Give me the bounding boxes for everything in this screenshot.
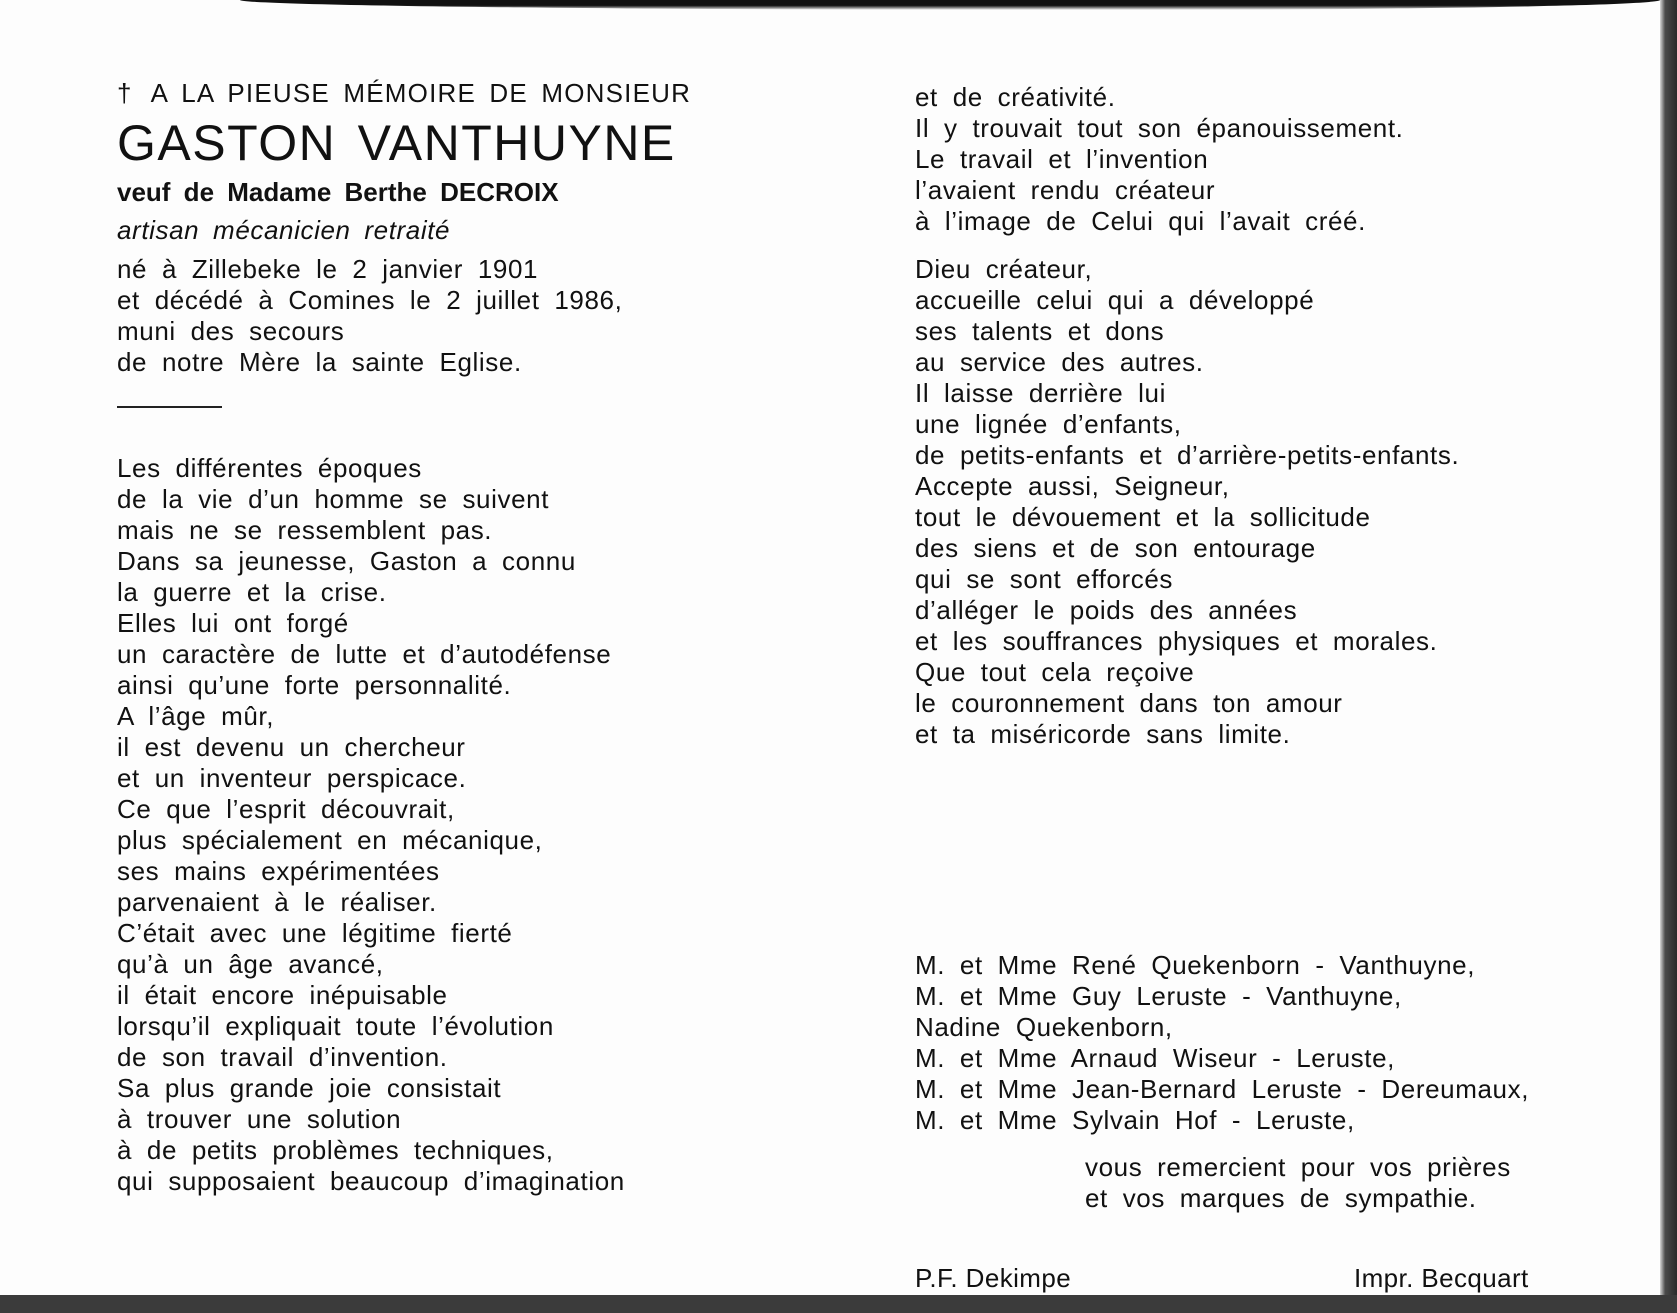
divider [117, 406, 222, 408]
bio-line: et décédé à Comines le 2 juillet 1986, [117, 285, 623, 315]
tribute-line: Sa plus grande joie consistait [117, 1073, 502, 1103]
tribute-line: ses mains expérimentées [117, 856, 440, 886]
prayer-line: au service des autres. [915, 347, 1204, 377]
prayer-line: accueille celui qui a développé [915, 285, 1315, 315]
tribute-line: à de petits problèmes techniques, [117, 1135, 554, 1165]
tribute-line: Ce que l’esprit découvrait, [117, 794, 455, 824]
tribute-line: mais ne se ressemblent pas. [117, 515, 493, 545]
tribute-line: Il y trouvait tout son épanouissement. [915, 113, 1404, 143]
header-text: A LA PIEUSE MÉMOIRE DE MONSIEUR [150, 78, 692, 108]
scan-shadow [240, 0, 1660, 10]
thanks-block [1085, 1152, 1511, 1214]
tribute-line: Les différentes époques [117, 453, 422, 483]
tribute-line: la guerre et la crise. [117, 577, 387, 607]
family-member-line: M. et Mme René Quekenborn - Vanthuyne, [915, 950, 1476, 980]
family-member-line: M. et Mme Guy Leruste - Vanthuyne, [915, 981, 1402, 1011]
tribute-line: de son travail d’invention. [117, 1042, 448, 1072]
prayer-line: et les souffrances physiques et morales. [915, 626, 1438, 656]
bio-line: de notre Mère la sainte Eglise. [117, 347, 522, 377]
family-block [915, 950, 1529, 1136]
widower-line: veuf de Madame Berthe DECROIX [117, 177, 559, 207]
tribute-line: et un inventeur perspicace. [117, 763, 467, 793]
tribute-line: qu’à un âge avancé, [117, 949, 384, 979]
prayer-line: ses talents et dons [915, 316, 1165, 346]
prayer-line: une lignée d’enfants, [915, 409, 1182, 439]
occupation: artisan mécanicien retraité [117, 215, 451, 245]
bio-line: né à Zillebeke le 2 janvier 1901 [117, 254, 539, 284]
tribute-line: de la vie d’un homme se suivent [117, 484, 550, 514]
scan-edge-right [1660, 0, 1677, 1313]
tribute-line: il est devenu un chercheur [117, 732, 466, 762]
prayer-line: des siens et de son entourage [915, 533, 1316, 563]
tribute-line: qui supposaient beaucoup d’imagination [117, 1166, 625, 1196]
left-column [117, 78, 817, 1197]
prayer-line: Dieu créateur, [915, 254, 1093, 284]
prayer-line: Il laisse derrière lui [915, 378, 1166, 408]
family-member-line: M. et Mme Jean-Bernard Leruste - Dereumaux, [915, 1074, 1530, 1104]
printer-credit: Impr. Becquart [1354, 1263, 1529, 1293]
prayer-line: le couronnement dans ton amour [915, 688, 1343, 718]
memorial-header [117, 78, 817, 108]
funeral-home: P.F. Dekimpe [915, 1263, 1072, 1293]
thanks-line: vous remercient pour vos prières [1085, 1152, 1511, 1182]
tribute-line: un caractère de lutte et d’autodéfense [117, 639, 612, 669]
tribute-line: Elles lui ont forgé [117, 608, 349, 638]
prayer-line: Que tout cela reçoive [915, 657, 1195, 687]
thanks-line: et vos marques de sympathie. [1085, 1183, 1477, 1213]
tribute-line: ainsi qu’une forte personnalité. [117, 670, 512, 700]
bio-block [117, 254, 817, 378]
tribute-line: plus spécialement en mécanique, [117, 825, 543, 855]
prayer-line: de petits-enfants et d’arrière-petits-enfants. [915, 440, 1460, 470]
bio-line: muni des secours [117, 316, 345, 346]
tribute-line: Dans sa jeunesse, Gaston a connu [117, 546, 576, 576]
tribute-block [117, 453, 817, 1197]
tribute-line: à trouver une solution [117, 1104, 402, 1134]
tribute-line: et de créativité. [915, 82, 1116, 112]
tribute-continued-block [915, 82, 1635, 237]
prayer-block [915, 254, 1635, 750]
prayer-line: qui se sont efforcés [915, 564, 1173, 594]
scan-edge-bottom [0, 1295, 1677, 1313]
family-member-line: Nadine Quekenborn, [915, 1012, 1173, 1042]
family-member-line: M. et Mme Sylvain Hof - Leruste, [915, 1105, 1355, 1135]
tribute-line: A l’âge mûr, [117, 701, 275, 731]
prayer-line: Accepte aussi, Seigneur, [915, 471, 1230, 501]
cross-icon: † [117, 78, 133, 108]
prayer-line: et ta miséricorde sans limite. [915, 719, 1291, 749]
tribute-line: parvenaient à le réaliser. [117, 887, 437, 917]
prayer-line: d’alléger le poids des années [915, 595, 1298, 625]
tribute-line: l’avaient rendu créateur [915, 175, 1216, 205]
prayer-line: tout le dévouement et la sollicitude [915, 502, 1371, 532]
tribute-line: lorsqu’il expliquait toute l’évolution [117, 1011, 554, 1041]
tribute-line: il était encore inépuisable [117, 980, 448, 1010]
deceased-name: GASTON VANTHUYNE [117, 115, 676, 171]
tribute-line: Le travail et l’invention [915, 144, 1209, 174]
family-member-line: M. et Mme Arnaud Wiseur - Leruste, [915, 1043, 1395, 1073]
tribute-line: C’était avec une légitime fierté [117, 918, 513, 948]
tribute-line: à l’image de Celui qui l’avait créé. [915, 206, 1366, 236]
right-column [915, 82, 1635, 750]
